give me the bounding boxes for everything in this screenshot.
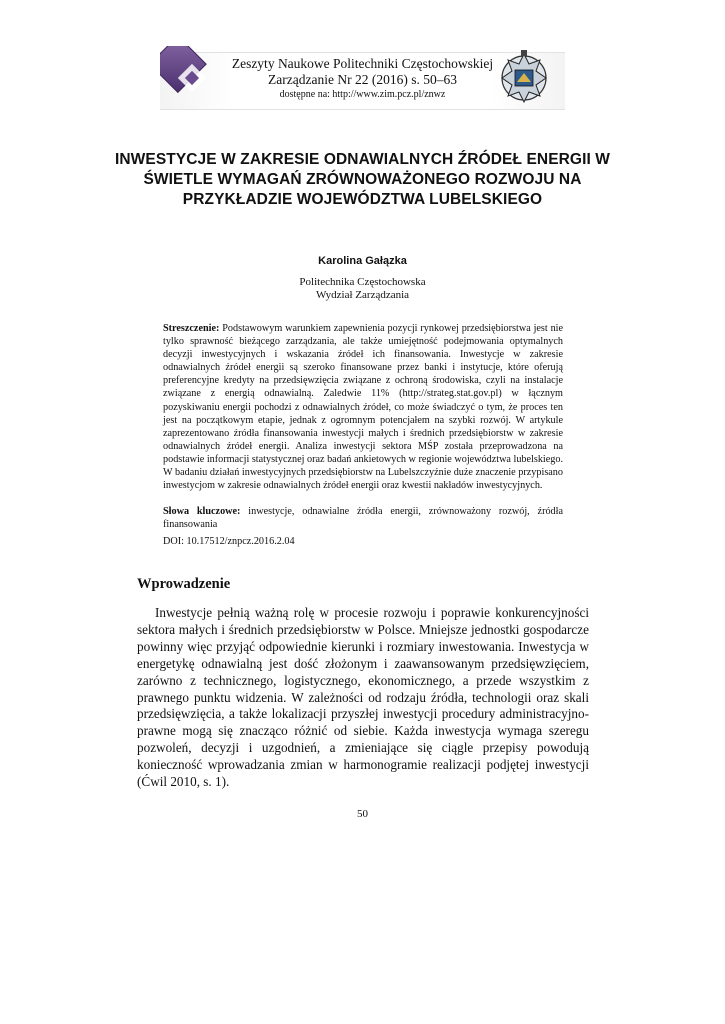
journal-header [200, 56, 525, 101]
affiliation-university: Politechnika Częstochowska [299, 276, 426, 288]
keywords [163, 505, 563, 531]
abstract-label: Streszczenie: [163, 323, 220, 334]
doi: DOI: 10.17512/znpcz.2016.2.04 [163, 536, 295, 547]
intro-paragraph: Inwestycje pełnią ważną rolę w procesie rozwoju i poprawie konkurencyjności sektora małych i średnich przedsiębiorstw w Polsce. Mniejsze jednostki gospodarcze powinny więc przyjąć odpowiednie kierunki i rozmiary inwestowania. Inwestycja w energetykę odnawialną jest dość złożonym i zaawansowanym przedsięwzięciem, zarówno z technicznego, logistycznego, ekonomicznego, a przede wszystkim z prawnego punktu widzenia. W zależności od rodzaju źródła, technologii oraz skali przedsięwzięcia, a także lokalizacji przyszłej inwestycji procedury administracyjno-prawne mogą się znacząco różnić od siebie. Każda inwestycja wymaga szeregu pozwoleń, decyzji i uzgodnień, a zmieniające się ciągle przepisy powodują konieczność wprowadzania zmian w harmonogramie realizacji podjętej inwestycji (Ćwil 2010, s. 1). [137, 605, 589, 790]
page-number: 50 [357, 808, 368, 820]
keywords-text: inwestycje, odnawialne źródła energii, zrównoważony rozwój, źródła finansowania [163, 506, 563, 531]
journal-name: Zeszyty Naukowe Politechniki Częstochowskiej [231, 56, 494, 71]
author-name: Karolina Gałązka [318, 255, 407, 267]
keywords-label: Słowa kluczowe: [163, 506, 241, 517]
section-heading: Wprowadzenie [137, 576, 231, 592]
availability-note: dostępne na: http://www.zim.pcz.pl/znwz [279, 89, 446, 101]
journal-volume: Zarządzanie Nr 22 (2016) s. 50–63 [268, 71, 457, 87]
affiliation [110, 276, 615, 302]
article-title: INWESTYCJE W ZAKRESIE ODNAWIALNYCH ŹRÓDEŁ ENERGII W ŚWIETLE WYMAGAŃ ZRÓWNOWAŻONEGO ROZWOJU NA PRZYKŁADZIE WOJEWÓDZTWA LUBELSKIEGO [114, 151, 611, 208]
abstract-text: Podstawowym warunkiem zapewnienia pozycji rynkowej przedsiębiorstwa jest nie tylko sprawność bieżącego zarządzania, ale także umiejętność podejmowania optymalnych decyzji inwestycyjnych i wskazania źródeł ich finansowania. Inwestycje w zakresie odnawialnych źródeł energii są szeroko finansowane przez banki i instytucje, które oferują preferencyjne kredyty na przedsięwzięcia związane z ochroną środowiska, czyli na instalacje związane z energią odnawialną. Zaledwie 11% (http://strateg.stat.gov.pl) w łącznym pozyskiwaniu energii pochodzi z odnawialnych źródeł, co może świadczyć o tym, że proces ten jest na początkowym etapie, jednak z ogromnym potencjałem na szybki rozwój. W artykule zaprezentowano źródła finansowania inwestycji małych i średnich przedsiębiorstw w zakresie odnawialnych źródeł energii. Analiza inwestycji sektora MŚP została przeprowadzona na podstawie informacji statystycznej oraz badań ankietowych w regionie województwa lubelskiego. W badaniu działań inwestycyjnych przedsiębiorstw na Lubelszczyźnie duże znaczenie przypisano inwestycjom w zakresie odnawialnych źródeł energii oraz kwestii nakładów inwestycyjnych. [163, 323, 564, 492]
affiliation-faculty: Wydział Zarządzania [315, 289, 410, 301]
abstract [163, 322, 563, 492]
